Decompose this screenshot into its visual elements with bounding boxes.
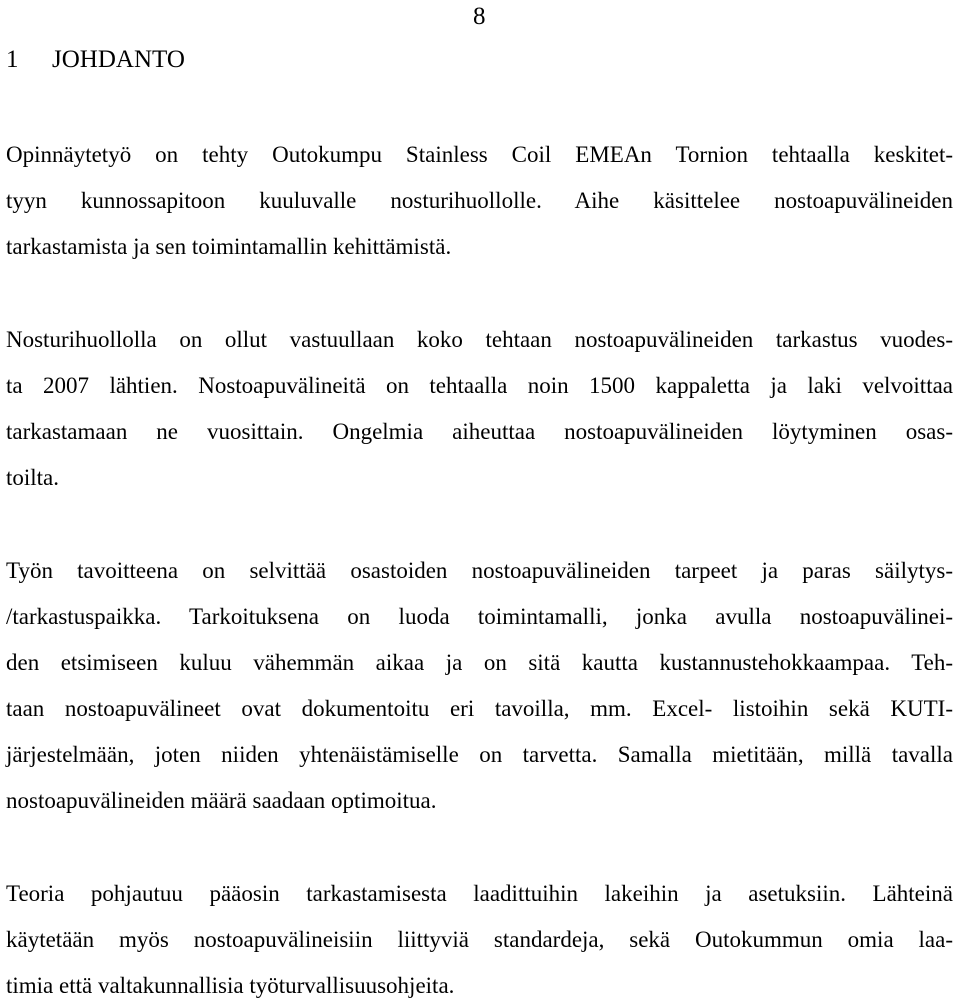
text-line: nostoapuvälineiden määrä saadaan optimoitua.: [6, 788, 437, 813]
chapter-number: 1: [6, 46, 19, 73]
chapter-title: JOHDANTO: [52, 46, 185, 73]
text-line: tyyn kunnossapitoon kuuluvalle nosturihuollolle. Aihe käsittelee nostoapuvälineiden: [6, 188, 953, 213]
text-line: tarkastamaan ne vuosittain. Ongelmia aiheuttaa nostoapuvälineiden löytyminen osas-: [6, 419, 953, 444]
text-line: Työn tavoitteena on selvittää osastoiden nostoapuvälineiden tarpeet ja paras säilytys-: [6, 558, 953, 583]
text-line: den etsimiseen kuluu vähemmän aikaa ja on sitä kautta kustannustehokkaampaa. Teh-: [6, 650, 953, 675]
text-line: ta 2007 lähtien. Nostoapuvälineitä on tehtaalla noin 1500 kappaletta ja laki velvoittaa: [6, 373, 953, 398]
text-line: tarkastamista ja sen toimintamallin kehittämistä.: [6, 234, 452, 259]
text-line: käytetään myös nostoapuvälineisiin liittyviä standardeja, sekä Outokummun omia laa-: [6, 927, 953, 952]
text-line: timia että valtakunnallisia työturvallisuusohjeita.: [6, 973, 455, 998]
text-line: taan nostoapuvälineet ovat dokumentoitu eri tavoilla, mm. Excel- listoihin sekä KUTI-: [6, 696, 953, 721]
page-number: 8: [473, 3, 486, 30]
text-line: Opinnäytetyö on tehty Outokumpu Stainless Coil EMEAn Tornion tehtaalla keskitet-: [6, 142, 953, 167]
text-line: /tarkastuspaikka. Tarkoituksena on luoda toimintamalli, jonka avulla nostoapuvälinei-: [6, 604, 953, 629]
text-line: Teoria pohjautuu pääosin tarkastamisesta laadittuihin lakeihin ja asetuksiin. Lähteinä: [6, 881, 953, 906]
text-line: Nosturihuollolla on ollut vastuullaan koko tehtaan nostoapuvälineiden tarkastus vuodes-: [6, 327, 953, 352]
chapter-heading: [6, 45, 185, 75]
text-line: toilta.: [6, 465, 60, 490]
text-line: järjestelmään, joten niiden yhtenäistämiselle on tarvetta. Samalla mietitään, millä tavalla: [6, 742, 953, 767]
